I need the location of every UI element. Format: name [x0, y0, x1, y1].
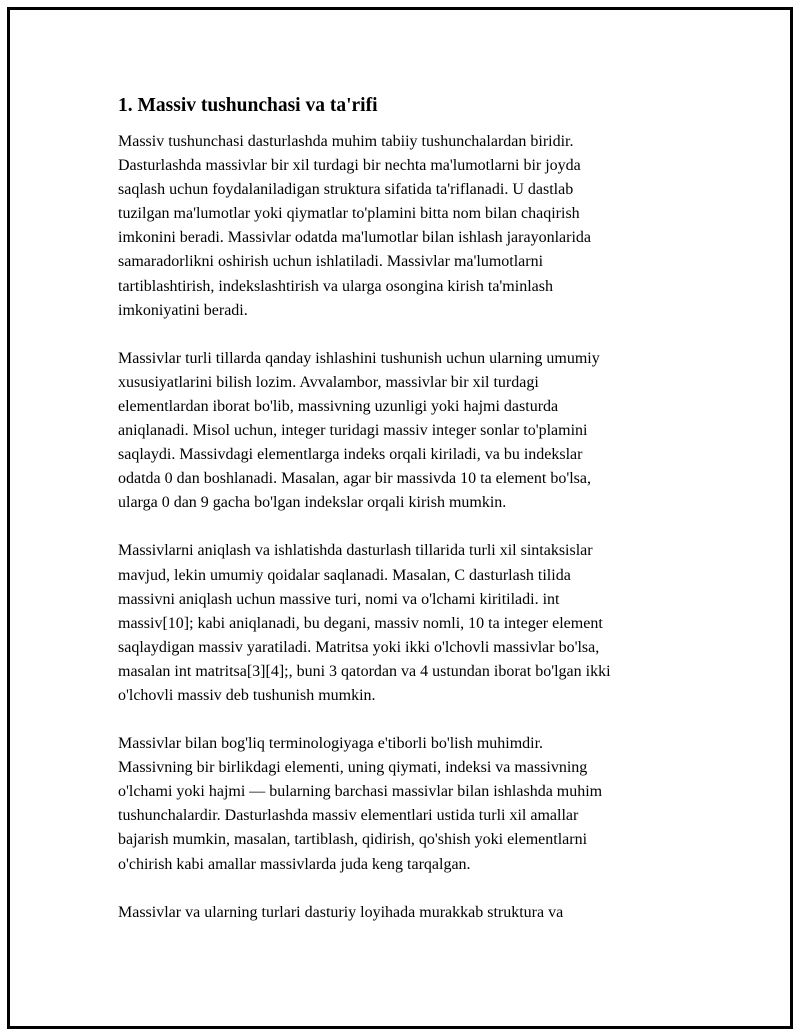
paragraph — [118, 130, 688, 323]
text-line: o'lchami yoki hajmi — bularning barchasi massivlar bilan ishlashda muhim — [118, 783, 603, 801]
paragraph — [118, 539, 688, 708]
text-line: odatda 0 dan boshlanadi. Masalan, agar bir massivda 10 ta element bo'lsa, — [118, 470, 591, 488]
text-line: massivni aniqlash uchun massive turi, nomi va o'lchami kiritiladi. int — [118, 590, 560, 608]
text-line: tuzilgan ma'lumotlar yoki qiymatlar to'plamini bitta nom bilan chaqirish — [118, 205, 580, 223]
text-line: saqlaydigan massiv yaratiladi. Matritsa yoki ikki o'lchovli massivlar bo'lsa, — [118, 638, 600, 656]
paragraph — [118, 901, 688, 925]
document-body — [118, 93, 688, 949]
text-line: Massivlar bilan bog'liq terminologiyaga e'tiborli bo'lish muhimdir. — [118, 735, 544, 753]
text-line: imkoniyatini beradi. — [118, 301, 248, 319]
text-line: Massivlar turli tillarda qanday ishlashini tushunish uchun ularning umumiy — [118, 349, 600, 367]
text-line: massiv[10]; kabi aniqlanadi, bu degani, massiv nomli, 10 ta integer element — [118, 614, 603, 632]
text-line: saqlaydi. Massivdagi elementlarga indeks orqali kiriladi, va bu indekslar — [118, 446, 583, 464]
text-line: tushunchalardir. Dasturlashda massiv elementlari ustida turli xil amallar — [118, 807, 579, 825]
text-line: imkonini beradi. Massivlar odatda ma'lumotlar bilan ishlash jarayonlarida — [118, 229, 591, 247]
text-line: mavjud, lekin umumiy qoidalar saqlanadi. Masalan, C dasturlash tilida — [118, 566, 571, 584]
text-line: bajarish mumkin, masalan, tartiblash, qidirish, qo'shish yoki elementlarni — [118, 831, 588, 849]
text-line: ularga 0 dan 9 gacha bo'lgan indekslar orqali kirish mumkin. — [118, 494, 507, 512]
text-line: xususiyatlarini bilish lozim. Avvalambor, massivlar bir xil turdagi — [118, 373, 539, 391]
text-line: o'chirish kabi amallar massivlarda juda keng tarqalgan. — [118, 855, 471, 873]
section-heading: 1. Massiv tushunchasi va ta'rifi — [118, 95, 378, 116]
text-line: saqlash uchun foydalaniladigan struktura sifatida ta'riflanadi. U dastlab — [118, 181, 574, 199]
text-line: Massivning bir birlikdagi elementi, uning qiymati, indeksi va massivning — [118, 759, 588, 777]
text-line: o'lchovli massiv deb tushunish mumkin. — [118, 686, 376, 704]
text-line: Dasturlashda massivlar bir xil turdagi bir nechta ma'lumotlarni bir joyda — [118, 157, 581, 175]
paragraph-list — [118, 130, 688, 925]
text-line: Massivlarni aniqlash va ishlatishda dasturlash tillarida turli xil sintaksislar — [118, 542, 593, 560]
text-line: samaradorlikni oshirish uchun ishlatiladi. Massivlar ma'lumotlarni — [118, 253, 544, 271]
paragraph — [118, 347, 688, 516]
paragraph — [118, 732, 688, 877]
text-line: aniqlanadi. Misol uchun, integer turidagi massiv integer sonlar to'plamini — [118, 422, 588, 440]
text-line: elementlardan iborat bo'lib, massivning uzunligi yoki hajmi dasturda — [118, 397, 559, 415]
text-line: tartiblashtirish, indekslashtirish va ularga osongina kirish ta'minlash — [118, 277, 553, 295]
text-line: masalan int matritsa[3][4];, buni 3 qatordan va 4 ustundan iborat bo'lgan ikki — [118, 662, 611, 680]
text-line: Massivlar va ularning turlari dasturiy loyihada murakkab struktura va — [118, 903, 564, 921]
text-line: Massiv tushunchasi dasturlashda muhim tabiiy tushunchalardan biridir. — [118, 133, 574, 150]
